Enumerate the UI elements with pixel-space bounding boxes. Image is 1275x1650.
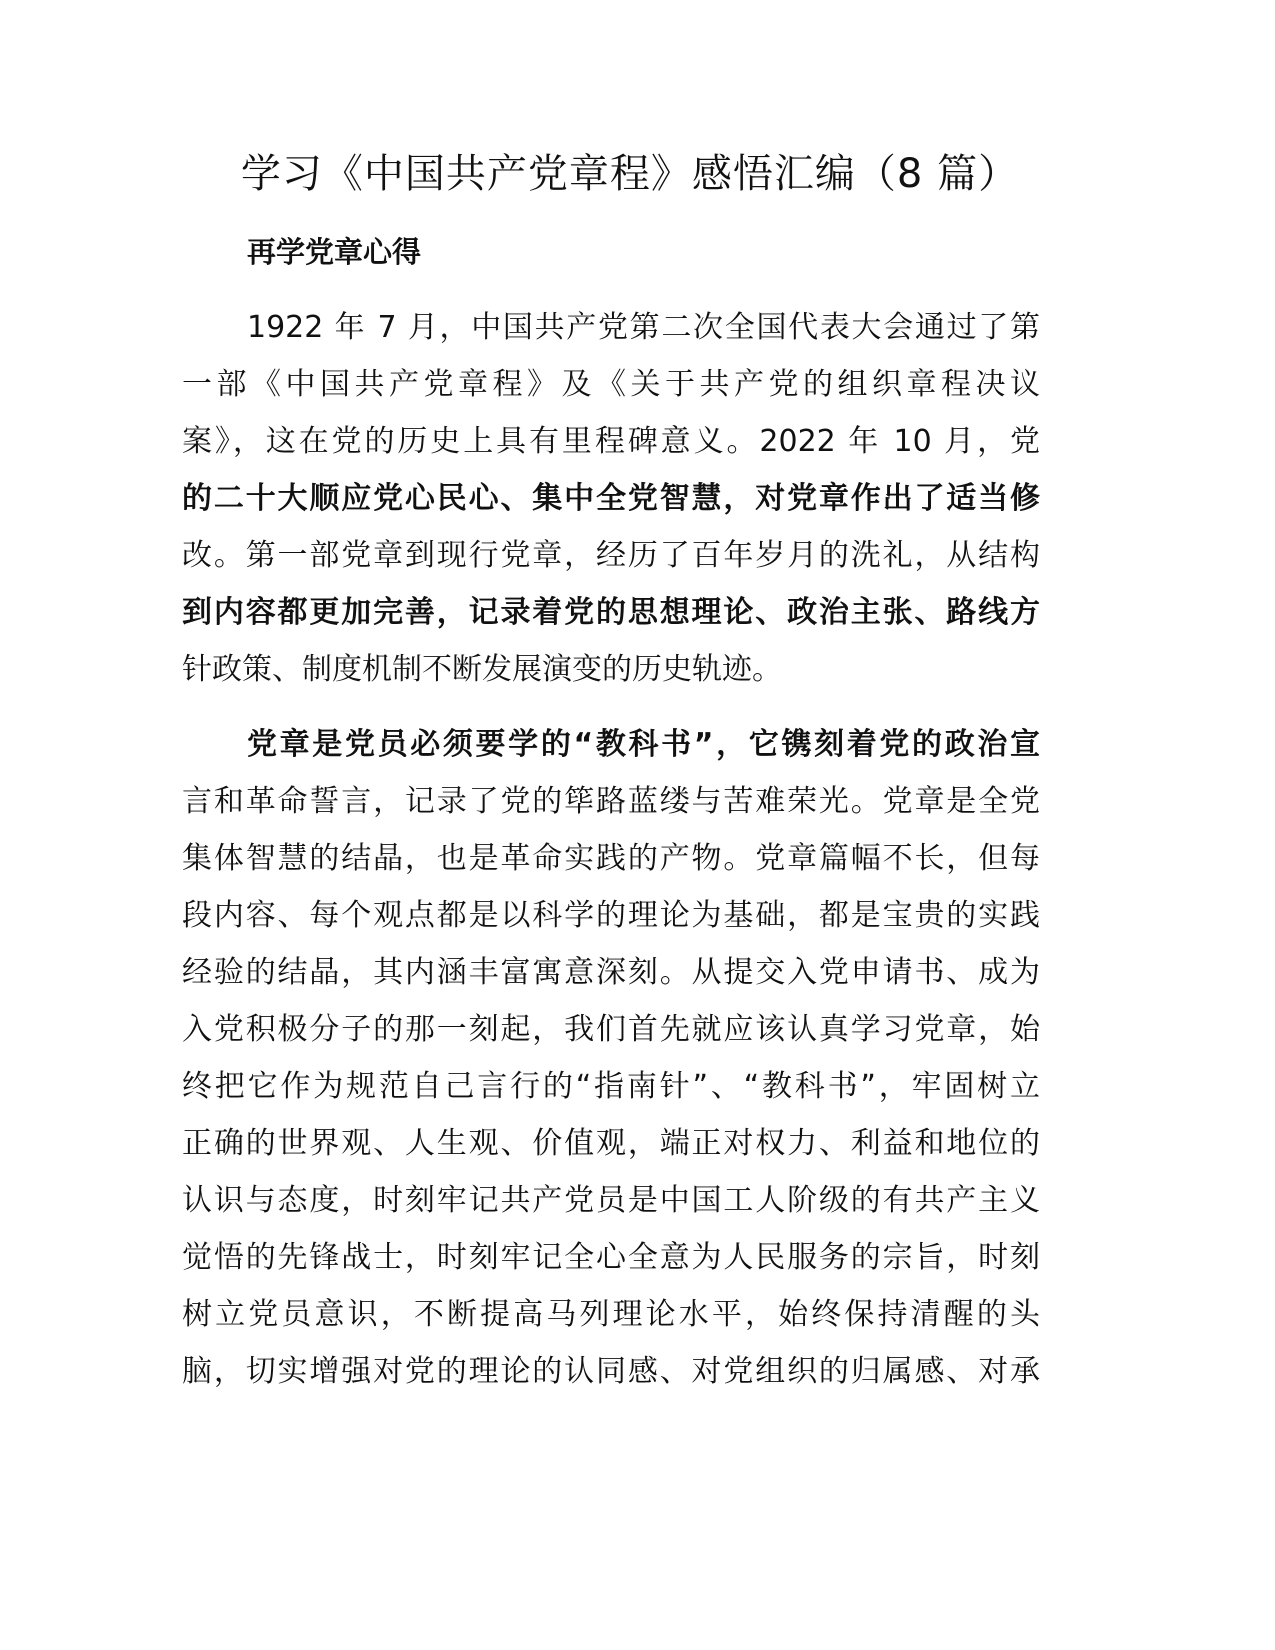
paragraph-line: 树立党员意识，不断提高马列理论水平，始终保持清醒的头 (182, 1297, 1040, 1332)
paragraph-line: 1922 年 7 月，中国共产党第二次全国代表大会通过了第 (247, 310, 1040, 345)
section-heading: 再学党章心得 (247, 235, 422, 269)
document-title: 学习《中国共产党章程》感悟汇编（8 篇） (240, 151, 1020, 197)
paragraph-line: 到内容都更加完善，记录着党的思想理论、政治主张、路线方 (182, 595, 1040, 630)
paragraph-line: 的二十大顺应党心民心、集中全党智慧，对党章作出了适当修 (182, 481, 1040, 516)
paragraph-line: 案》，这在党的历史上具有里程碑意义。2022 年 10 月，党 (182, 424, 1040, 459)
paragraph-line: 觉悟的先锋战士，时刻牢记全心全意为人民服务的宗旨，时刻 (182, 1240, 1040, 1275)
paragraph-line: 认识与态度，时刻牢记共产党员是中国工人阶级的有共产主义 (182, 1183, 1040, 1218)
paragraph-2 (182, 716, 1040, 1400)
paragraph-line: 入党积极分子的那一刻起，我们首先就应该认真学习党章，始 (182, 1012, 1040, 1047)
paragraph-1 (182, 299, 1040, 698)
paragraph-line: 正确的世界观、人生观、价值观，端正对权力、利益和地位的 (182, 1126, 1040, 1161)
paragraph-line: 经验的结晶，其内涵丰富寓意深刻。从提交入党申请书、成为 (182, 955, 1040, 990)
paragraph-line: 终把它作为规范自己言行的“指南针”、“教科书”，牢固树立 (182, 1069, 1040, 1104)
paragraph-line: 段内容、每个观点都是以科学的理论为基础，都是宝贵的实践 (182, 898, 1040, 933)
paragraph-line: 脑，切实增强对党的理论的认同感、对党组织的归属感、对承 (182, 1354, 1040, 1389)
paragraph-line: 党章是党员必须要学的“教科书”，它镌刻着党的政治宣 (247, 727, 1040, 762)
paragraph-line: 针政策、制度机制不断发展演变的历史轨迹。 (182, 652, 782, 687)
paragraph-line: 改。第一部党章到现行党章，经历了百年岁月的洗礼，从结构 (182, 538, 1040, 573)
paragraph-line: 一部《中国共产党章程》及《关于共产党的组织章程决议 (182, 367, 1040, 402)
paragraph-line: 言和革命誓言，记录了党的筚路蓝缕与苦难荣光。党章是全党 (182, 784, 1040, 819)
paragraph-line: 集体智慧的结晶，也是革命实践的产物。党章篇幅不长，但每 (182, 841, 1040, 876)
